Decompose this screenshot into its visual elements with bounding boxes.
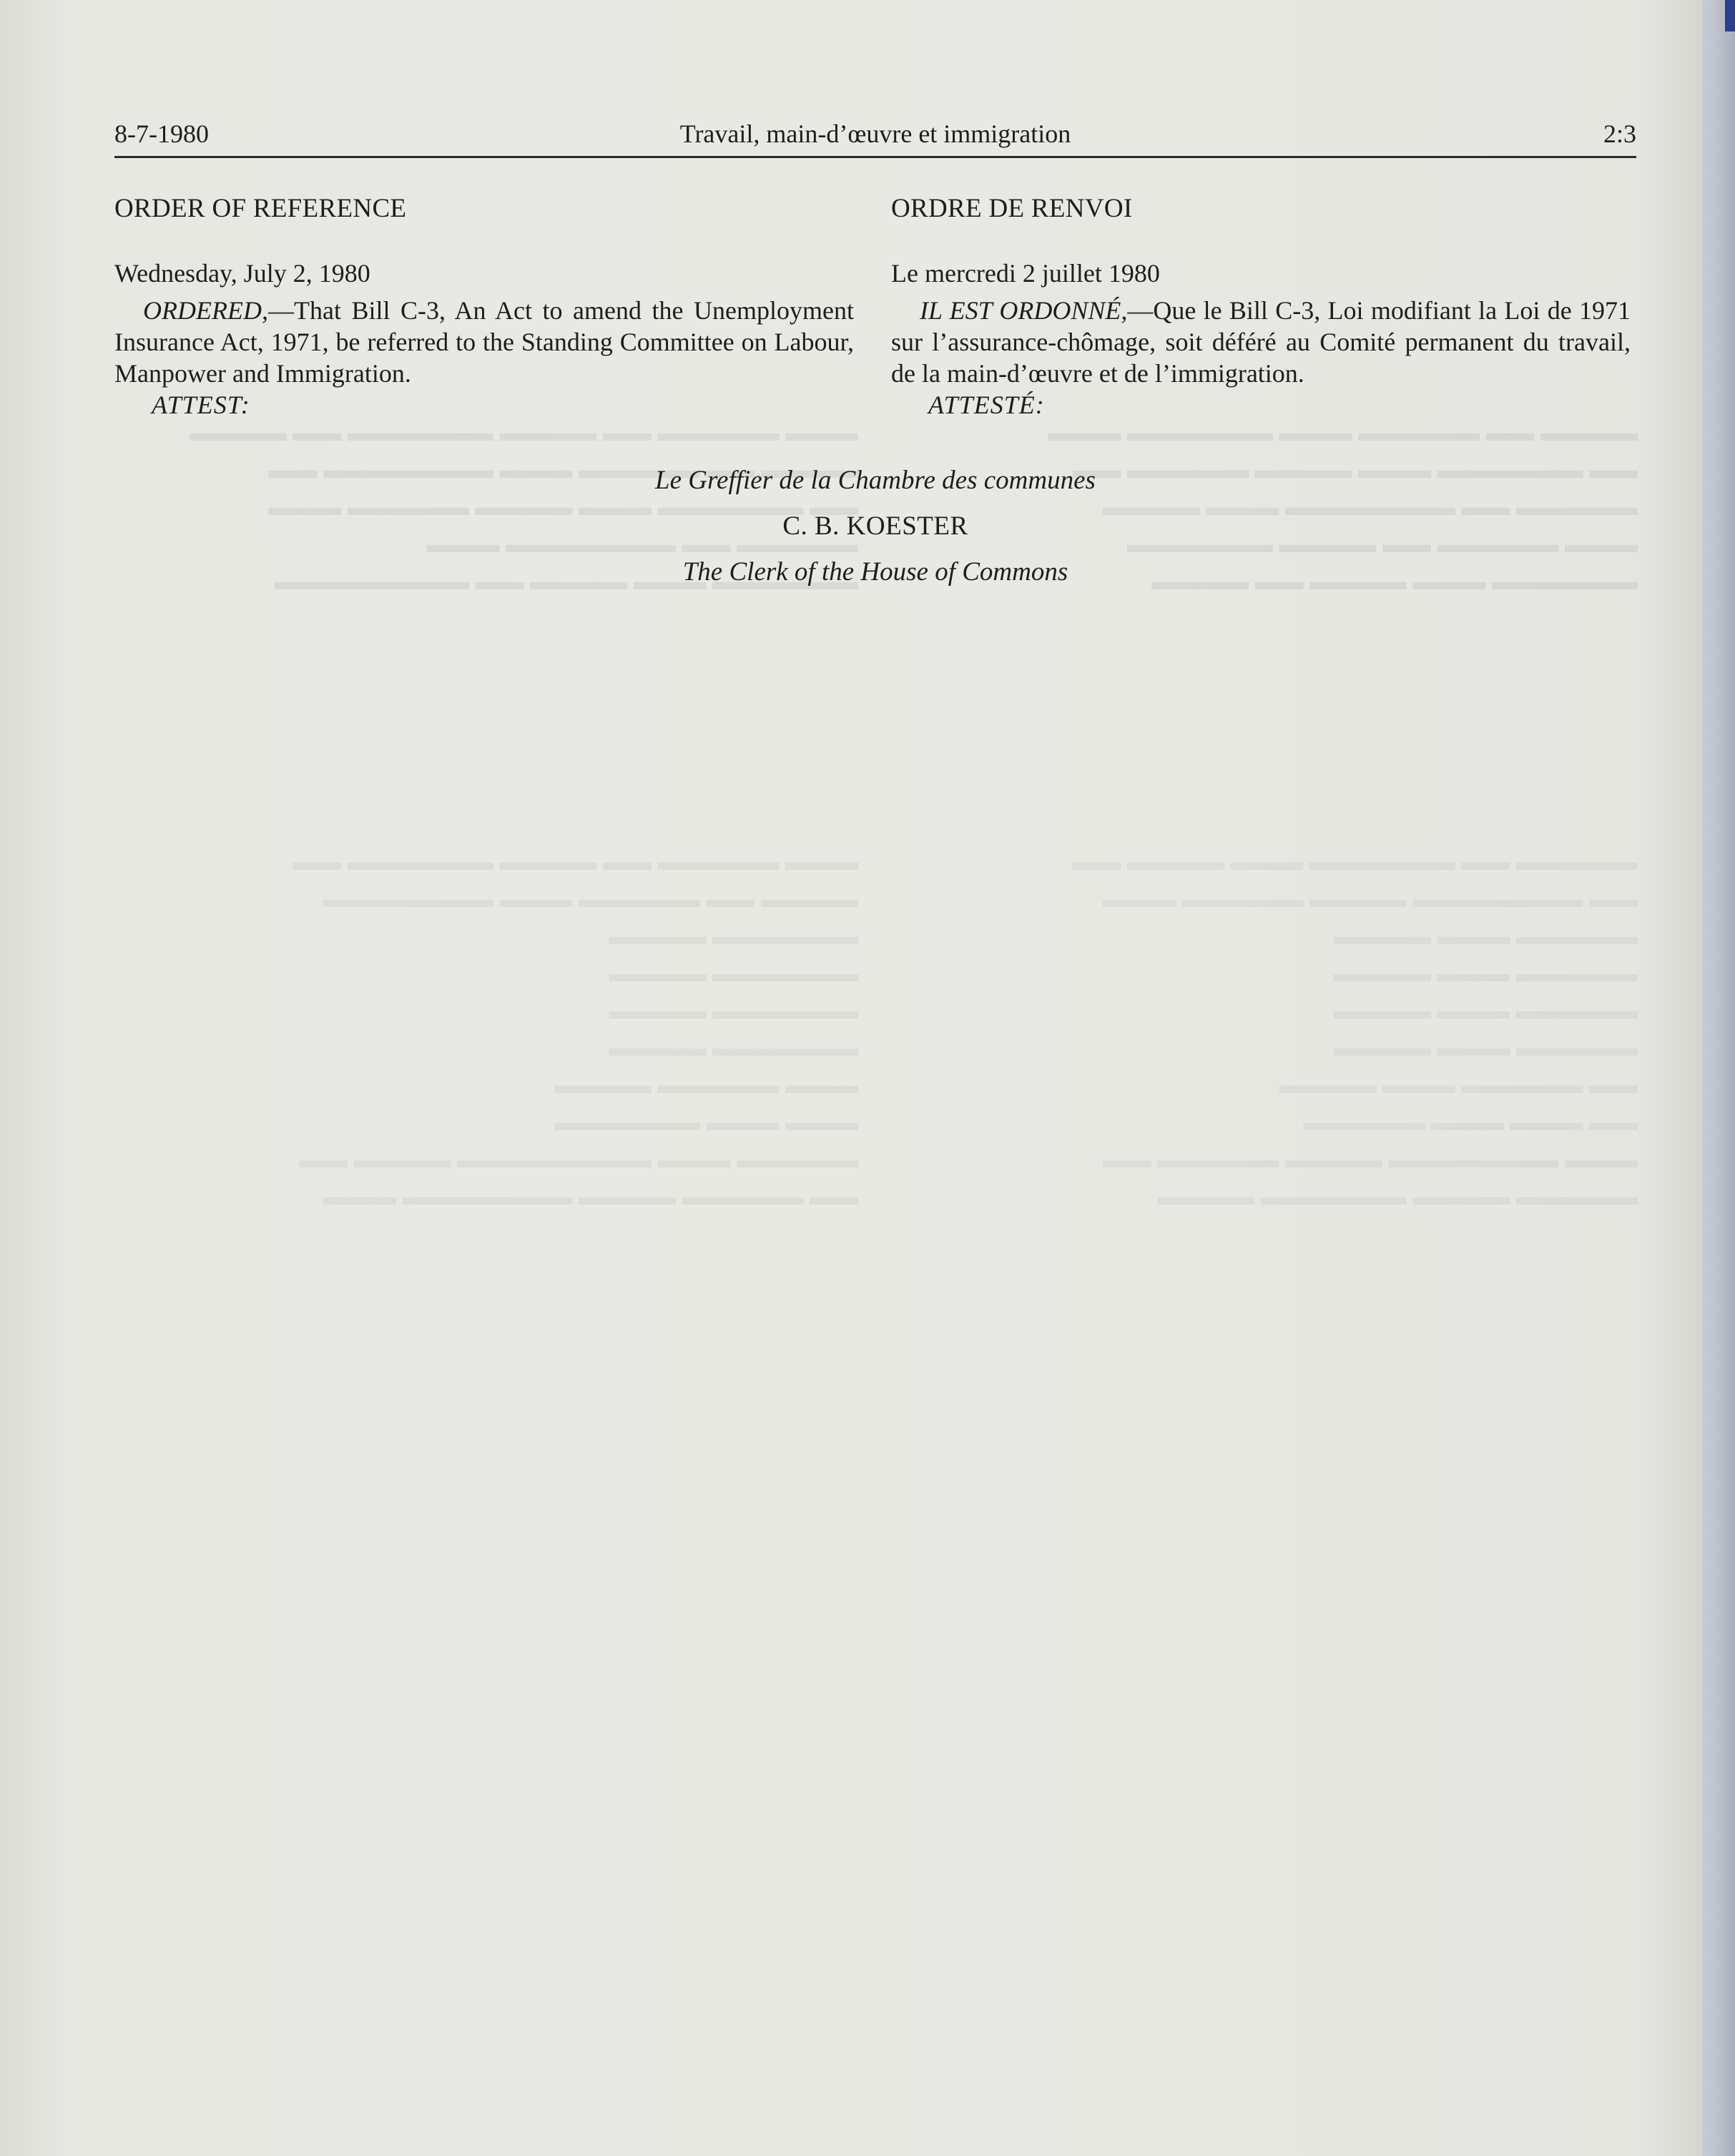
english-attest: ATTEST:	[152, 391, 250, 419]
bleed-through-texture: ▬▬▬▬▬ ▬▬ ▬▬▬▬▬▬ ▬▬▬ ▬▬▬▬ ▬▬ ▬▬ ▬▬▬▬▬▬▬ ▬▬▬▬ ▬▬▬▬▬ ▬▬▬ ▬▬▬▬▬ ▬▬▬ ▬▬▬▬ ▬▬▬▬▬ ▬▬▬ ▬▬▬▬ ▬▬▬▬▬ ▬▬▬ ▬▬▬▬ ▬▬▬▬▬ ▬▬▬ ▬▬▬▬ ▬▬ ▬▬▬▬▬ ▬▬▬ ▬▬▬▬ ▬▬ ▬▬▬ ▬▬▬ ▬▬▬▬▬ ▬▬▬ ▬▬▬▬▬▬▬ ▬▬▬▬ ▬▬▬▬▬ ▬▬ ▬▬▬▬▬ ▬▬▬▬ ▬▬▬▬▬▬ ▬▬▬▬	[1072, 849, 1638, 1210]
header-date: 8-7-1980	[114, 119, 209, 148]
header-rule	[114, 156, 1636, 158]
header-page-number: 2:3	[1603, 119, 1636, 148]
french-ordered-text: —Que le Bill C-3, Loi modifiant la Loi de 1971 sur l’assurance-chômage, soit déféré au Comité permanent du travail, de la main-d’œuvre et de l’immigration.	[891, 296, 1631, 388]
french-date: Le mercredi 2 juillet 1980	[891, 259, 1160, 288]
french-heading: ORDRE DE RENVOI	[891, 194, 1133, 223]
french-ordered-label: IL EST ORDONNÉ,	[920, 296, 1128, 325]
english-ordered-label: ORDERED,	[143, 296, 268, 325]
french-column	[891, 193, 1631, 421]
english-ordered-text: —That Bill C-3, An Act to amend the Unemployment Insurance Act, 1971, be referred to the Standing Committee on Labour, Manpower and Immigration.	[114, 296, 854, 388]
signature-english-title: The Clerk of the House of Commons	[682, 557, 1068, 587]
english-heading: ORDER OF REFERENCE	[114, 194, 407, 223]
english-order-paragraph	[114, 295, 854, 389]
english-date: Wednesday, July 2, 1980	[114, 259, 370, 288]
header-title: Travail, main-d’œuvre et immigration	[679, 119, 1071, 148]
signature-name: C. B. KOESTER	[782, 511, 968, 541]
french-attest: ATTESTÉ:	[928, 391, 1045, 419]
signature-french-title: Le Greffier de la Chambre des communes	[655, 466, 1096, 495]
binding-tab	[1725, 0, 1735, 31]
book-page-edge	[1702, 0, 1735, 2156]
running-header	[114, 119, 1636, 159]
english-column	[114, 193, 854, 421]
bleed-through-texture: ▬▬▬ ▬▬▬▬▬ ▬▬ ▬▬▬▬ ▬▬▬▬▬▬ ▬▬ ▬▬▬▬ ▬▬▬▬ ▬▬ ▬▬▬▬▬ ▬▬▬ ▬▬▬▬▬▬▬ ▬▬ ▬▬ ▬▬▬▬▬▬ ▬▬▬ ▬▬▬▬ ▬▬▬▬▬ ▬▬▬ ▬▬▬▬▬ ▬▬ ▬▬▬▬▬▬▬ ▬▬▬ ▬▬▬▬▬▬ ▬▬▬ ▬▬▬▬ ▬▬ ▬▬▬▬▬▬▬▬	[190, 420, 858, 595]
bleed-through-texture: ▬▬▬ ▬▬▬▬▬ ▬▬ ▬▬▬▬ ▬▬▬▬▬▬ ▬▬ ▬▬▬▬ ▬▬ ▬▬▬▬▬ ▬▬▬ ▬▬▬▬▬▬▬ ▬▬▬▬▬▬ ▬▬▬▬ ▬▬▬▬▬▬ ▬▬▬▬ ▬▬▬▬▬▬ ▬▬▬▬ ▬▬▬▬▬▬ ▬▬▬▬ ▬▬▬ ▬▬▬▬▬ ▬▬▬▬ ▬▬▬ ▬▬▬ ▬▬▬▬▬▬ ▬▬▬▬▬ ▬▬▬ ▬▬▬▬▬▬▬▬ ▬▬▬▬ ▬▬ ▬▬ ▬▬▬▬▬ ▬▬▬▬ ▬▬▬▬▬▬▬ ▬▬▬	[293, 849, 858, 1210]
french-order-paragraph	[891, 295, 1631, 389]
bleed-through-texture: ▬▬▬▬ ▬▬ ▬▬▬▬▬ ▬▬▬ ▬▬▬▬▬▬ ▬▬▬ ▬▬ ▬▬▬▬▬▬ ▬▬▬ ▬▬▬▬ ▬▬▬▬▬ ▬▬ ▬▬▬▬▬ ▬▬ ▬▬▬▬▬▬▬ ▬▬▬ ▬▬▬▬ ▬▬▬ ▬▬▬▬▬ ▬▬ ▬▬▬▬ ▬▬▬▬▬▬ ▬▬▬▬▬▬ ▬▬▬ ▬▬▬▬ ▬▬ ▬▬▬▬	[1048, 420, 1638, 595]
